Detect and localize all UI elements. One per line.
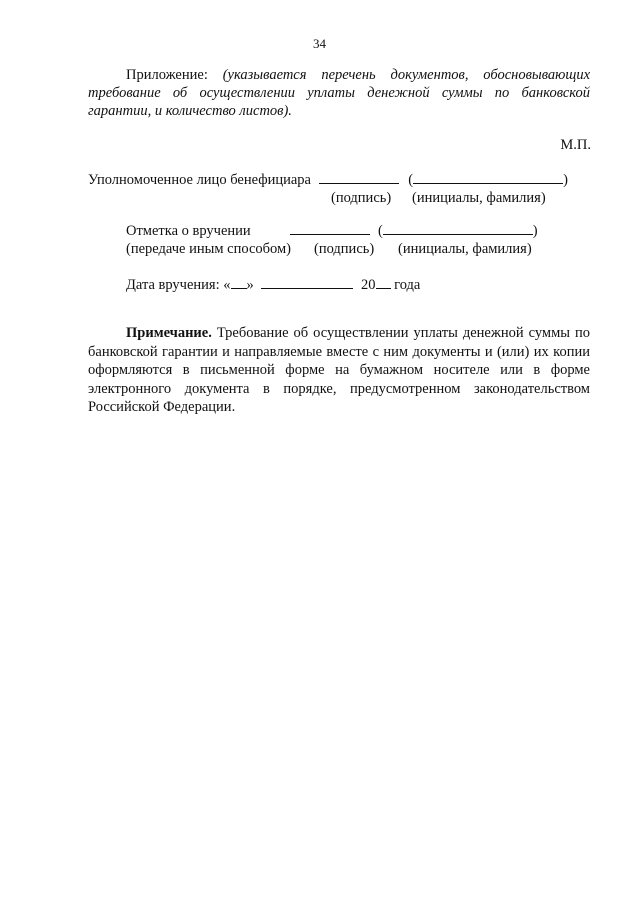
authorized-signature-blank[interactable] xyxy=(319,171,399,184)
authorized-close-paren: ) xyxy=(563,172,568,188)
appendix-paragraph xyxy=(88,66,590,120)
month-blank[interactable] xyxy=(261,276,353,289)
day-close-quote: » xyxy=(246,277,254,293)
year-blank[interactable] xyxy=(376,276,391,289)
note-text: Требование об осуществлении уплаты денежной суммы по банковской гарантии и направляемые вместе с ним документы и (или) их копии оформляются в письменной форме на бумажном носителе или в форме электронного документа в порядке, предусмотренном законодательством Российской Федерации. xyxy=(88,325,591,415)
delivery-mark-line xyxy=(126,222,538,240)
delivery-mark-sublabel: (передаче иным способом) xyxy=(126,241,292,257)
note-label: Примечание. xyxy=(126,325,212,341)
appendix-text: (указывается перечень документов, обосновывающих требование об осуществлении уплаты денежной суммы по банковской гарантии, и количество листов). xyxy=(88,67,591,119)
authorized-person-label: Уполномоченное лицо бенефициара xyxy=(88,172,311,188)
authorized-person-line xyxy=(88,171,568,189)
note-paragraph xyxy=(88,324,590,417)
delivery-date-line xyxy=(126,276,420,294)
authorized-name-blank[interactable] xyxy=(413,171,563,184)
delivery-signature-blank[interactable] xyxy=(290,222,370,235)
year-prefix: 20 xyxy=(361,277,376,293)
delivery-date-label: Дата вручения: xyxy=(126,277,220,293)
delivery-signature-caption: (подпись) xyxy=(314,241,375,257)
day-open-quote: « xyxy=(223,277,231,293)
authorized-open-paren: ( xyxy=(408,172,414,188)
delivery-close-paren: ) xyxy=(532,223,538,239)
authorized-name-caption: (инициалы, фамилия) xyxy=(412,190,546,206)
delivery-name-caption: (инициалы, фамилия) xyxy=(398,241,532,257)
year-suffix: года xyxy=(394,277,421,293)
authorized-signature-caption: (подпись) xyxy=(331,190,392,206)
page-number: 34 xyxy=(313,36,326,51)
delivery-mark-label: Отметка о вручении xyxy=(126,223,251,239)
delivery-name-blank[interactable] xyxy=(383,222,533,235)
appendix-label: Приложение: xyxy=(126,67,208,83)
day-blank[interactable] xyxy=(231,276,247,289)
stamp-placeholder: М.П. xyxy=(560,137,591,153)
delivery-open-paren: ( xyxy=(377,223,383,239)
